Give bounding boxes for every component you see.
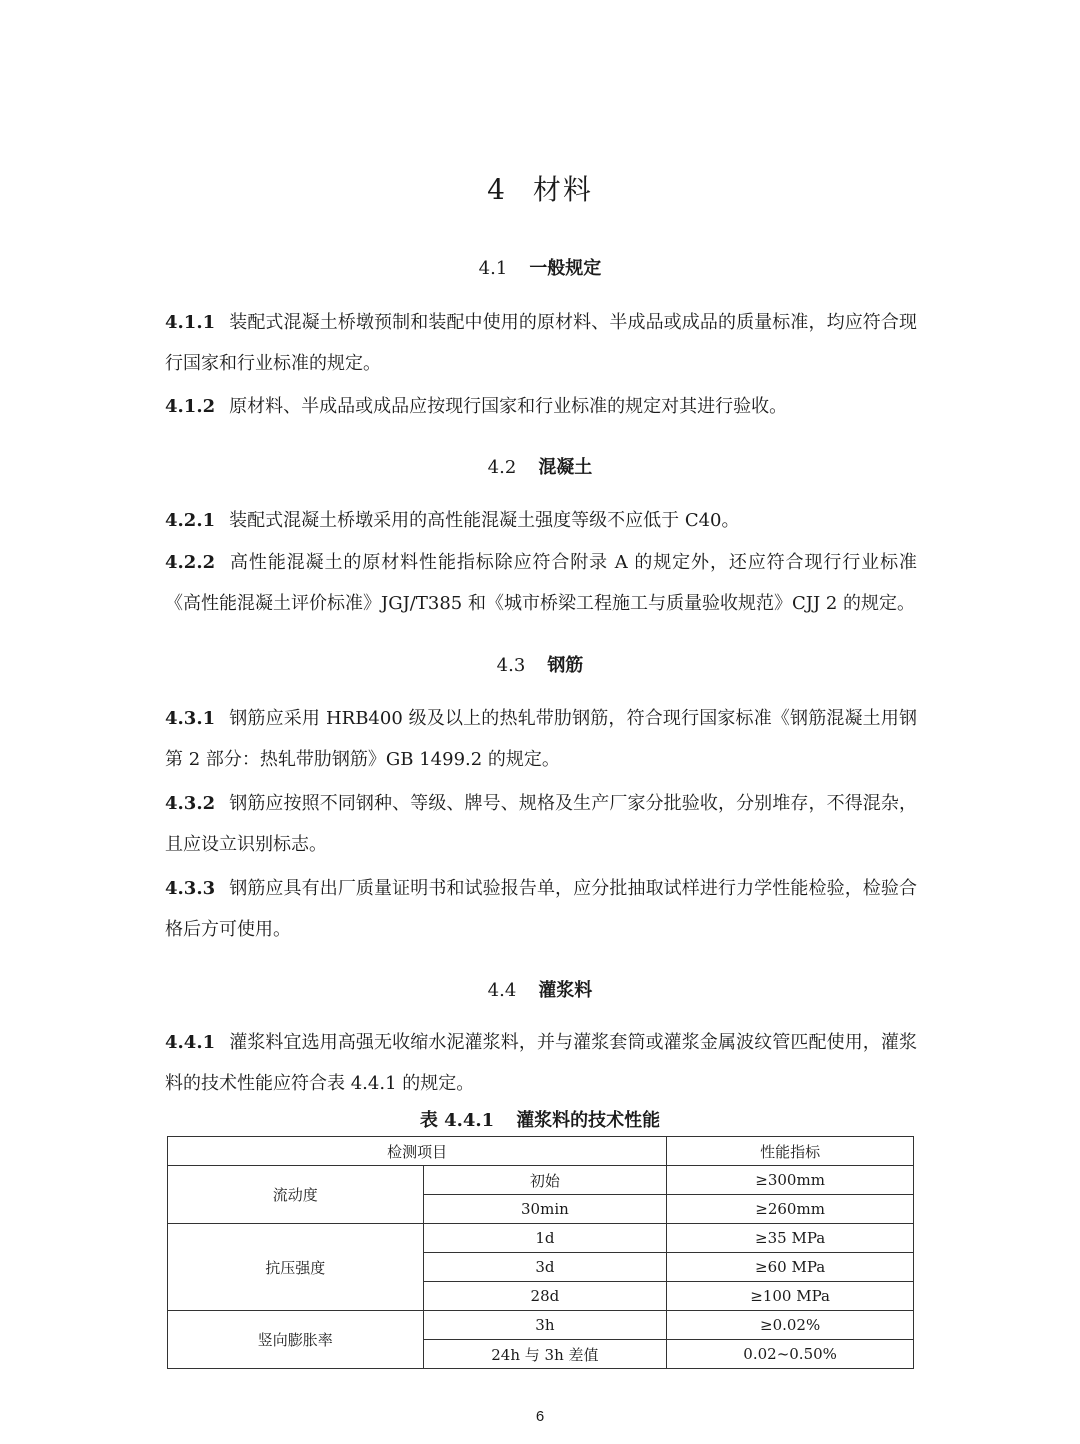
table-number: 表 4.4.1 <box>419 1110 495 1131</box>
value-cell: 0.02~0.50% <box>667 1340 914 1369</box>
page-number: 6 <box>535 1408 545 1425</box>
table-row <box>168 1311 914 1340</box>
section-heading-4-2 <box>0 453 1080 479</box>
group-vertical-expansion: 竖向膨胀率 <box>168 1311 424 1369</box>
clause-number: 4.2.2 <box>165 552 216 573</box>
clause-text: 钢筋应采用 HRB400 级及以上的热轧带肋钢筋，符合现行国家标准《钢筋混凝土用钢 第 2 部分：热轧带肋钢筋》GB 1499.2 的规定。 <box>165 708 917 770</box>
section-title: 一般规定 <box>529 258 602 279</box>
clause-4-1-1 <box>165 302 917 384</box>
section-heading-4-1 <box>0 254 1080 280</box>
section-title: 钢筋 <box>547 655 584 676</box>
value-cell: ≥100 MPa <box>667 1282 914 1311</box>
clause-number: 4.3.3 <box>165 878 216 899</box>
clause-text: 灌浆料宜选用高强无收缩水泥灌浆料，并与灌浆套筒或灌浆金属波纹管匹配使用，灌浆料的技术性能应符合表 4.4.1 的规定。 <box>165 1032 917 1094</box>
table-caption <box>0 1106 1080 1132</box>
clause-4-4-1 <box>165 1022 917 1104</box>
clause-number: 4.2.1 <box>165 510 216 531</box>
clause-4-3-3 <box>165 868 917 950</box>
sub-item: 3h <box>423 1311 667 1340</box>
clause-text: 高性能混凝土的原材料性能指标除应符合附录 A 的规定外，还应符合现行行业标准《高性能混凝土评价标准》JGJ/T385 和《城市桥梁工程施工与质量验收规范》CJJ 2 的规定。 <box>165 552 917 614</box>
sub-item: 28d <box>423 1282 667 1311</box>
header-performance: 性能指标 <box>667 1137 914 1166</box>
sub-item: 24h 与 3h 差值 <box>423 1340 667 1369</box>
clause-text: 钢筋应具有出厂质量证明书和试验报告单，应分批抽取试样进行力学性能检验，检验合格后方可使用。 <box>165 878 917 940</box>
sub-item: 初始 <box>423 1166 667 1195</box>
table-title: 灌浆料的技术性能 <box>516 1110 661 1131</box>
table-row <box>168 1166 914 1195</box>
chapter-title-text: 材料 <box>532 173 593 206</box>
chapter-title <box>0 168 1080 208</box>
clause-number: 4.1.1 <box>165 312 216 333</box>
section-heading-4-3 <box>0 651 1080 677</box>
sub-item: 3d <box>423 1253 667 1282</box>
value-cell: ≥60 MPa <box>667 1253 914 1282</box>
clause-number: 4.1.2 <box>165 396 216 417</box>
clause-4-2-1 <box>165 500 917 541</box>
clause-number: 4.4.1 <box>165 1032 216 1053</box>
group-compressive-strength: 抗压强度 <box>168 1224 424 1311</box>
section-number: 4.3 <box>496 655 526 676</box>
clause-4-2-2 <box>165 542 917 624</box>
value-cell: ≥300mm <box>667 1166 914 1195</box>
section-title: 灌浆料 <box>538 980 593 1001</box>
clause-4-3-1 <box>165 698 917 780</box>
table-header-row <box>168 1137 914 1166</box>
grout-performance-table <box>167 1136 914 1369</box>
sub-item: 30min <box>423 1195 667 1224</box>
clause-text: 装配式混凝土桥墩预制和装配中使用的原材料、半成品或成品的质量标准，均应符合现行国家和行业标准的规定。 <box>165 312 917 374</box>
clause-4-1-2 <box>165 386 917 427</box>
section-number: 4.4 <box>487 980 517 1001</box>
clause-number: 4.3.2 <box>165 793 216 814</box>
clause-number: 4.3.1 <box>165 708 216 729</box>
group-flowability: 流动度 <box>168 1166 424 1224</box>
section-number: 4.1 <box>478 258 508 279</box>
clause-text: 原材料、半成品或成品应按现行国家和行业标准的规定对其进行验收。 <box>229 396 788 417</box>
table-row <box>168 1224 914 1253</box>
sub-item: 1d <box>423 1224 667 1253</box>
clause-4-3-2 <box>165 783 917 865</box>
chapter-number: 4 <box>487 173 507 206</box>
section-title: 混凝土 <box>538 457 593 478</box>
header-test-item: 检测项目 <box>168 1137 667 1166</box>
section-heading-4-4 <box>0 976 1080 1002</box>
clause-text: 钢筋应按照不同钢种、等级、牌号、规格及生产厂家分批验收，分别堆存，不得混杂，且应设立识别标志。 <box>165 793 917 855</box>
clause-text: 装配式混凝土桥墩采用的高性能混凝土强度等级不应低于 C40。 <box>229 510 740 531</box>
value-cell: ≥35 MPa <box>667 1224 914 1253</box>
value-cell: ≥0.02% <box>667 1311 914 1340</box>
value-cell: ≥260mm <box>667 1195 914 1224</box>
section-number: 4.2 <box>487 457 517 478</box>
